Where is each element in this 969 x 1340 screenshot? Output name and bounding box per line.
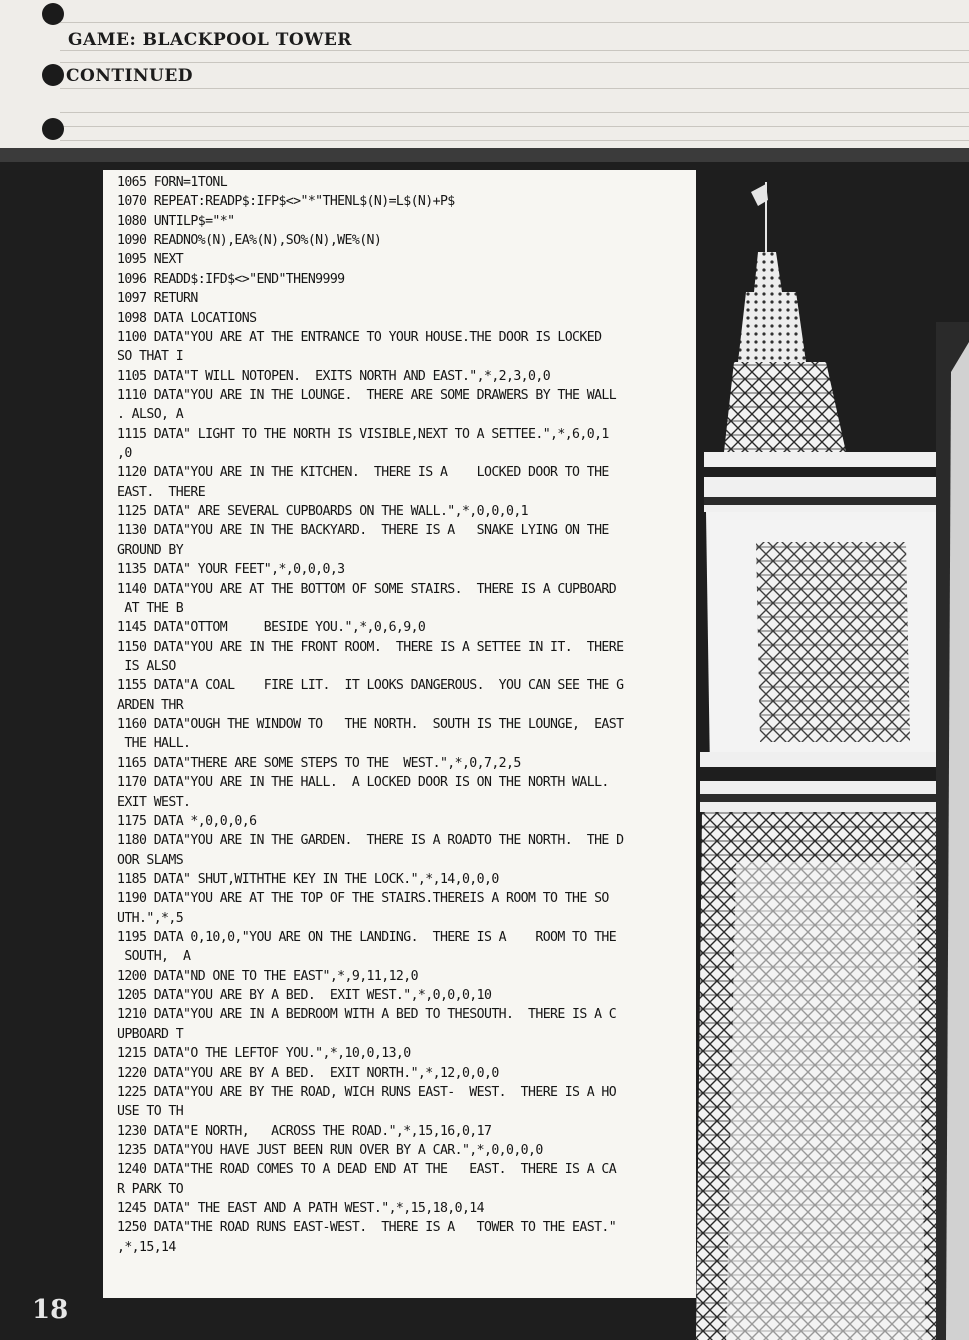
code-line: ARDEN THR: [117, 697, 184, 713]
tower-photo: [696, 162, 969, 1340]
code-line: 1170 DATA"YOU ARE IN THE HALL. A LOCKED DOOR IS ON THE NORTH WALL.: [117, 775, 609, 791]
code-line: GROUND BY: [117, 542, 184, 558]
code-line: 1070 REPEAT:READP$:IFP$<>"*"THENL$(N)=L$(N)+P$: [117, 194, 455, 210]
code-line: SOUTH, A: [117, 949, 191, 965]
code-line: . ALSO, A: [117, 407, 184, 423]
code-line: 1140 DATA"YOU ARE AT THE BOTTOM OF SOME STAIRS. THERE IS A CUPBOARD: [117, 581, 617, 597]
code-line: 1200 DATA"ND ONE TO THE EAST",*,9,11,12,0: [117, 968, 418, 984]
code-line: AT THE B: [117, 600, 184, 616]
code-line: ,*,15,14: [117, 1239, 176, 1255]
code-line: 1210 DATA"YOU ARE IN A BEDROOM WITH A BED TO THESOUTH. THERE IS A C: [117, 1007, 617, 1023]
code-line: 1185 DATA" SHUT,WITHTHE KEY IN THE LOCK.",*,14,0,0,0: [117, 871, 499, 887]
code-line: 1080 UNTILP$="*": [117, 213, 235, 229]
code-line: UTH.",*,5: [117, 910, 184, 926]
page-subtitle: CONTINUED: [66, 66, 194, 86]
code-line: UPBOARD T: [117, 1026, 184, 1042]
code-line: USE TO TH: [117, 1104, 184, 1120]
code-line: 1120 DATA"YOU ARE IN THE KITCHEN. THERE IS A LOCKED DOOR TO THE: [117, 465, 609, 481]
code-line: 1065 FORN=1TONL: [117, 175, 228, 190]
code-line: 1097 RETURN: [117, 291, 198, 307]
code-line: 1215 DATA"O THE LEFTOF YOU.",*,10,0,13,0: [117, 1046, 411, 1062]
code-line: IS ALSO: [117, 658, 176, 674]
code-line: 1180 DATA"YOU ARE IN THE GARDEN. THERE IS A ROADTO THE NORTH. THE D: [117, 833, 624, 849]
page-header: [0, 0, 969, 150]
code-line: R PARK TO: [117, 1181, 184, 1197]
code-line: 1155 DATA"A COAL FIRE LIT. IT LOOKS DANGEROUS. YOU CAN SEE THE G: [117, 678, 624, 694]
code-line: ,0: [117, 446, 132, 462]
code-line: 1095 NEXT: [117, 252, 184, 268]
binder-hole-icon: [42, 3, 64, 25]
code-line: 1135 DATA" YOUR FEET",*,0,0,0,3: [117, 562, 345, 578]
code-line: 1145 DATA"OTTOM BESIDE YOU.",*,0,6,9,0: [117, 620, 426, 636]
code-line: 1225 DATA"YOU ARE BY THE ROAD, WICH RUNS EAST- WEST. THERE IS A HO: [117, 1084, 617, 1100]
binder-hole-icon: [42, 118, 64, 140]
code-line: EAST. THERE: [117, 484, 206, 500]
code-line: 1100 DATA"YOU ARE AT THE ENTRANCE TO YOUR HOUSE.THE DOOR IS LOCKED: [117, 329, 602, 345]
code-line: 1165 DATA"THERE ARE SOME STEPS TO THE WEST.",*,0,7,2,5: [117, 755, 521, 771]
code-line: 1096 READD$:IFD$<>"END"THEN9999: [117, 271, 345, 287]
page-title: GAME: BLACKPOOL TOWER: [68, 30, 352, 50]
code-line: OOR SLAMS: [117, 852, 184, 868]
code-line: 1160 DATA"OUGH THE WINDOW TO THE NORTH. SOUTH IS THE LOUNGE, EAST: [117, 717, 624, 733]
code-line: 1105 DATA"T WILL NOTOPEN. EXITS NORTH AND EAST.",*,2,3,0,0: [117, 368, 551, 384]
page-number: 18: [32, 1295, 69, 1325]
code-line: 1125 DATA" ARE SEVERAL CUPBOARDS ON THE WALL.",*,0,0,0,1: [117, 504, 529, 520]
code-line: 1250 DATA"THE ROAD RUNS EAST-WEST. THERE IS A TOWER TO THE EAST.": [117, 1220, 617, 1236]
code-line: 1175 DATA *,0,0,0,6: [117, 813, 257, 829]
code-line: 1230 DATA"E NORTH, ACROSS THE ROAD.",*,15,16,0,17: [117, 1123, 492, 1139]
code-lines: [117, 173, 692, 1257]
binder-hole-icon: [42, 64, 64, 86]
code-line: 1235 DATA"YOU HAVE JUST BEEN RUN OVER BY A CAR.",*,0,0,0,0: [117, 1142, 543, 1158]
code-line: 1205 DATA"YOU ARE BY A BED. EXIT WEST.",*,0,0,0,10: [117, 988, 492, 1004]
code-line: 1195 DATA 0,10,0,"YOU ARE ON THE LANDING. THERE IS A ROOM TO THE: [117, 930, 617, 946]
code-line: 1150 DATA"YOU ARE IN THE FRONT ROOM. THERE IS A SETTEE IN IT. THERE: [117, 639, 624, 655]
code-line: 1240 DATA"THE ROAD COMES TO A DEAD END AT THE EAST. THERE IS A CA: [117, 1162, 617, 1178]
code-line: 1090 READNO%(N),EA%(N),SO%(N),WE%(N): [117, 233, 382, 249]
program-listing: [103, 170, 696, 1298]
code-line: 1098 DATA LOCATIONS: [117, 310, 257, 326]
code-line: 1220 DATA"YOU ARE BY A BED. EXIT NORTH.",*,12,0,0,0: [117, 1065, 499, 1081]
code-line: 1115 DATA" LIGHT TO THE NORTH IS VISIBLE,NEXT TO A SETTEE.",*,6,0,1: [117, 426, 609, 442]
code-line: 1245 DATA" THE EAST AND A PATH WEST.",*,15,18,0,14: [117, 1201, 484, 1217]
code-line: EXIT WEST.: [117, 794, 191, 810]
code-line: SO THAT I: [117, 349, 184, 365]
code-line: 1130 DATA"YOU ARE IN THE BACKYARD. THERE IS A SNAKE LYING ON THE: [117, 523, 609, 539]
code-line: 1110 DATA"YOU ARE IN THE LOUNGE. THERE ARE SOME DRAWERS BY THE WALL: [117, 387, 617, 403]
code-line: THE HALL.: [117, 736, 191, 752]
code-line: 1190 DATA"YOU ARE AT THE TOP OF THE STAIRS.THEREIS A ROOM TO THE SO: [117, 891, 609, 907]
band-stripe: [0, 148, 969, 162]
